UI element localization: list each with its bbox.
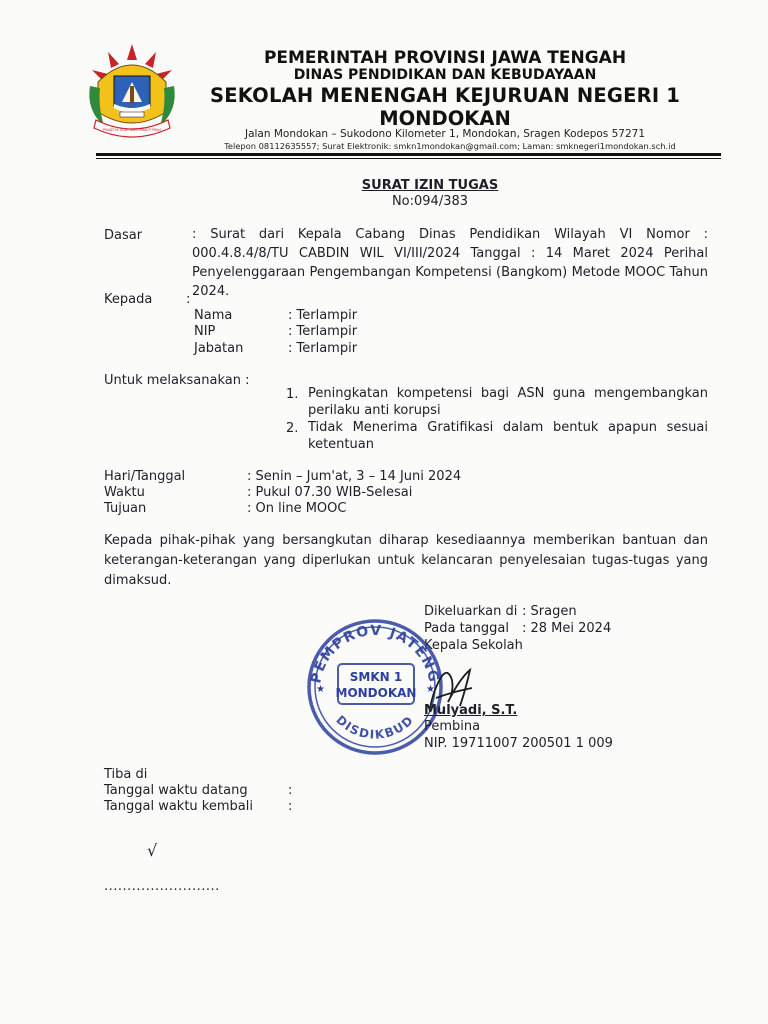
signature-dotted-line: ......................... bbox=[104, 879, 220, 894]
kepada-label: Kepada bbox=[104, 292, 153, 307]
signer-nip: NIP. 19711007 200501 1 009 bbox=[424, 736, 613, 751]
provincial-emblem-logo bbox=[84, 42, 180, 142]
stamp-bottom-text: DISDIKBUD bbox=[333, 712, 417, 742]
schedule-key: Hari/Tanggal bbox=[104, 469, 186, 484]
schedule-value: : On line MOOC bbox=[247, 501, 347, 516]
header-divider-thin bbox=[96, 158, 721, 159]
star-icon: ★ bbox=[426, 684, 435, 695]
schedule-key: Tujuan bbox=[104, 501, 147, 516]
recipient-key: NIP bbox=[194, 324, 216, 339]
header-school-location: MONDOKAN bbox=[379, 107, 511, 130]
star-icon: ★ bbox=[316, 684, 325, 695]
recipient-key: Jabatan bbox=[194, 341, 244, 356]
issued-date-label: Pada tanggal bbox=[424, 621, 509, 636]
check-mark-icon: √ bbox=[147, 841, 158, 860]
dasar-content: : Surat dari Kepala Cabang Dinas Pendidikan Wilayah VI Nomor : 000.4.8.4/8/TU CABDIN WIL VI/III/2024 Tanggal : 14 Maret 2024 Perihal Penyelenggaraan Pengembangan Kompetensi (Bangkom) Metode MOOC Tahun 2024. bbox=[192, 227, 708, 299]
schedule-value: : Senin – Jum'at, 3 – 14 Juni 2024 bbox=[247, 469, 462, 484]
closing-paragraph: Kepada pihak-pihak yang bersangkutan diharap kesediaannya memberikan bantuan dan keterangan-keterangan yang diperlukan untuk kelancaran penyelesaian tugas-tugas yang dimaksud. bbox=[104, 533, 708, 588]
recipient-value: : Terlampir bbox=[288, 341, 358, 356]
arrival-place-label: Tiba di bbox=[104, 767, 148, 782]
kepada-colon: : bbox=[186, 292, 191, 307]
task-text: Peningkatan kompetensi bagi ASN guna mengembangkan perilaku anti korupsi bbox=[308, 386, 708, 418]
dasar-label: Dasar bbox=[104, 228, 143, 243]
letter-title: SURAT IZIN TUGAS bbox=[361, 178, 499, 193]
signer-name: Mulyadi, S.T. bbox=[424, 703, 518, 718]
schedule-key: Waktu bbox=[104, 485, 145, 500]
issued-date-value: : 28 Mei 2024 bbox=[522, 621, 612, 636]
return-date-colon: : bbox=[288, 799, 293, 814]
header-address: Jalan Mondokan – Sukodono Kilometer 1, Mondokan, Sragen Kodepos 57271 bbox=[244, 128, 646, 140]
header-contact: Telepon 08112635557; Surat Elektronik: smkn1mondokan@gmail.com; Laman: smknegeri1mondokan.sch.id bbox=[224, 141, 676, 151]
arrival-date-colon: : bbox=[288, 783, 293, 798]
issued-at-value: : Sragen bbox=[522, 604, 577, 619]
header-government: PEMERINTAH PROVINSI JAWA TENGAH bbox=[263, 48, 627, 68]
signer-rank: Pembina bbox=[424, 719, 481, 734]
pelaksanaan-label: Untuk melaksanakan : bbox=[104, 373, 250, 388]
letter-number: No:094/383 bbox=[391, 194, 469, 209]
logo-ribbon-text: PRASETYA ULAH SAKTI BHAKTI PRAJA bbox=[102, 128, 162, 132]
task-number: 2. bbox=[286, 421, 299, 436]
recipient-value: : Terlampir bbox=[288, 324, 358, 339]
stamp-center-line2: MONDOKAN bbox=[335, 686, 417, 700]
recipient-value: : Terlampir bbox=[288, 308, 358, 323]
issued-at-label: Dikeluarkan di bbox=[424, 604, 518, 619]
task-number: 1. bbox=[286, 387, 299, 402]
stamp-center-line1: SMKN 1 bbox=[349, 670, 403, 684]
stamp-top-text: PEMPROV JATENG bbox=[308, 622, 442, 685]
header-school-name: SEKOLAH MENENGAH KEJURUAN NEGERI 1 bbox=[209, 84, 681, 107]
schedule-value: : Pukul 07.30 WIB-Selesai bbox=[247, 485, 413, 500]
header-department: DINAS PENDIDIKAN DAN KEBUDAYAAN bbox=[293, 67, 597, 83]
arrival-date-label: Tanggal waktu datang bbox=[104, 783, 248, 798]
task-text: Tidak Menerima Gratifikasi dalam bentuk apapun sesuai ketentuan bbox=[308, 420, 708, 452]
header-divider-thick bbox=[96, 153, 721, 156]
recipient-key: Nama bbox=[194, 308, 233, 323]
return-date-label: Tanggal waktu kembali bbox=[104, 799, 253, 814]
signer-position: Kepala Sekolah bbox=[424, 638, 523, 653]
